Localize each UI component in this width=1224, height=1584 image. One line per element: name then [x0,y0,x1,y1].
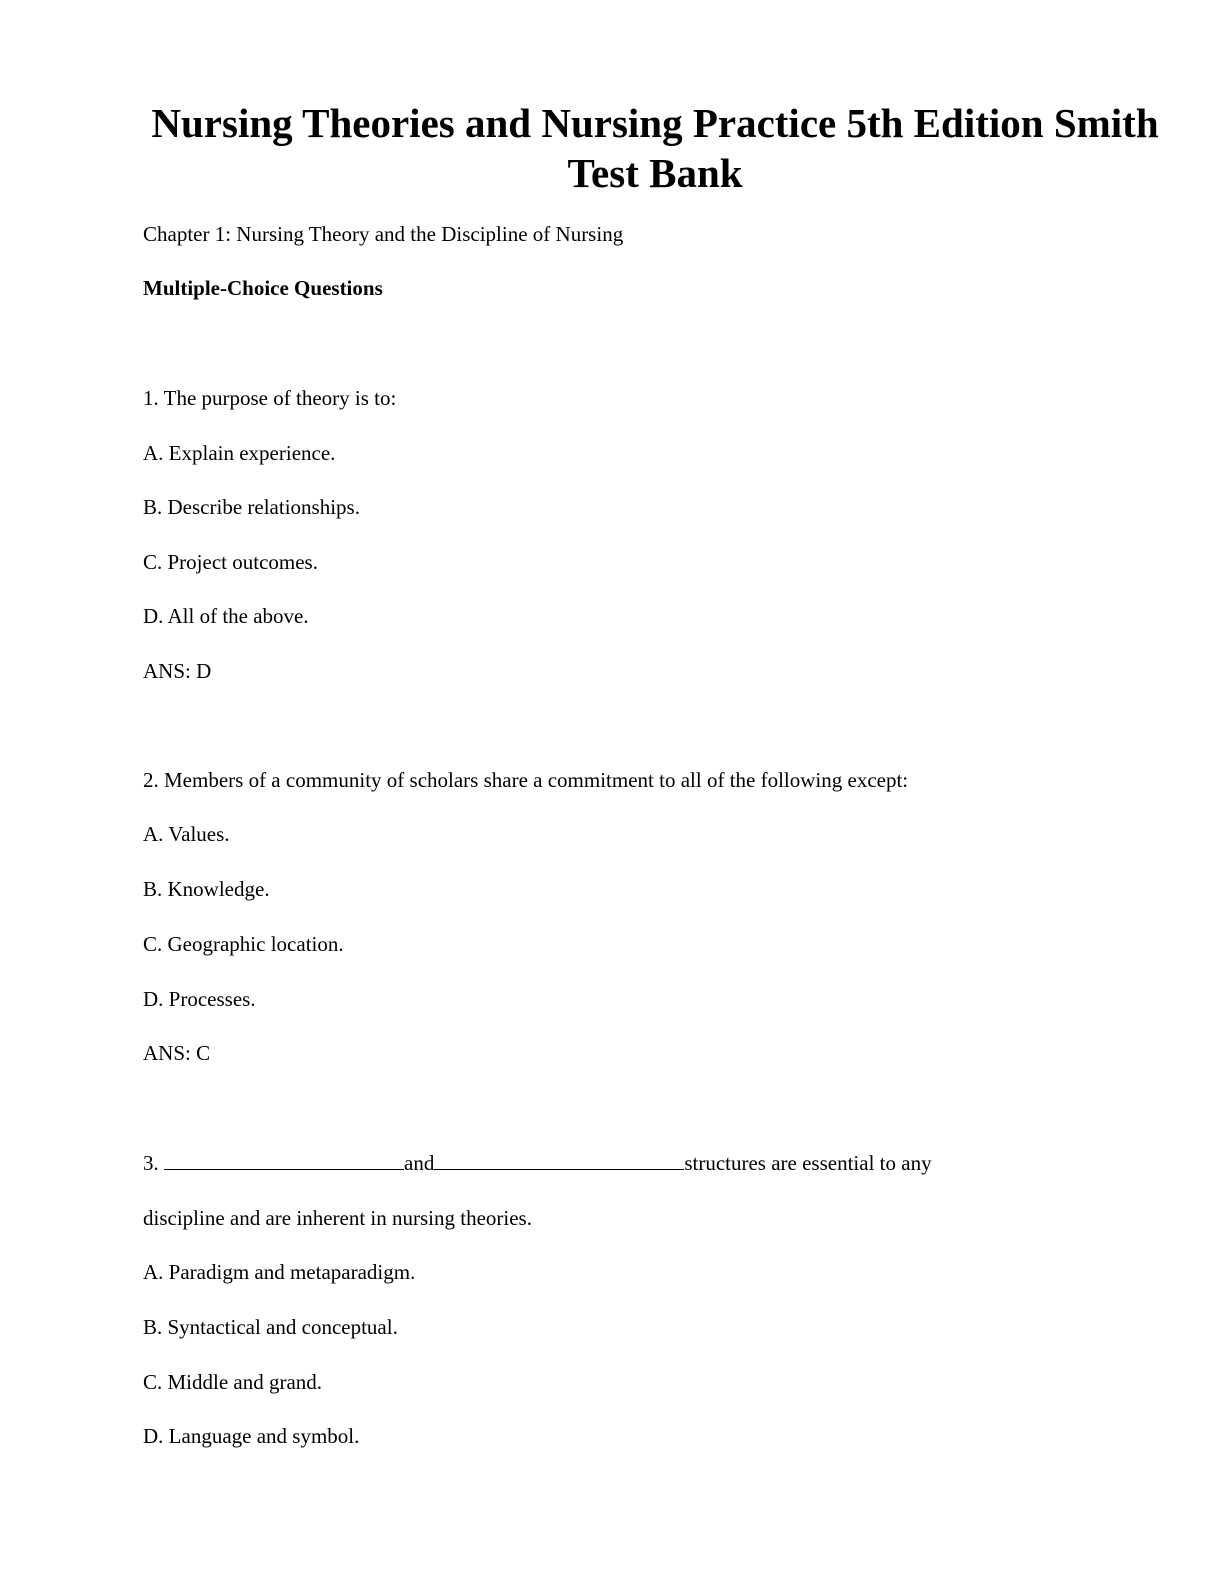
document-title [100,98,1210,198]
question-1-option-d: D. All of the above. [143,604,309,628]
question-1-option-a: A. Explain experience. [143,441,336,465]
question-2-answer: ANS: C [143,1041,211,1065]
question-3-stem [143,1150,932,1176]
question-2-option-b: B. Knowledge. [143,877,270,901]
fill-in-blank-1 [164,1151,404,1170]
section-heading: Multiple-Choice Questions [143,276,383,300]
question-3-stem-continued: discipline and are inherent in nursing theories. [143,1206,532,1230]
question-3-option-b: B. Syntactical and conceptual. [143,1315,398,1339]
question-2-stem: 2. Members of a community of scholars share a commitment to all of the following except: [143,768,909,792]
question-3-conjunction: and [404,1151,435,1175]
question-1-option-b: B. Describe relationships. [143,495,360,519]
title-line-2: Test Bank [567,150,743,196]
question-3-stem-end: structures are essential to any [684,1151,932,1175]
question-2-option-a: A. Values. [143,822,230,846]
question-3-option-a: A. Paradigm and metaparadigm. [143,1260,416,1284]
question-1-answer: ANS: D [143,659,212,683]
question-3-option-d: D. Language and symbol. [143,1424,360,1448]
question-1-option-c: C. Project outcomes. [143,550,318,574]
question-2-option-d: D. Processes. [143,987,256,1011]
fill-in-blank-2 [434,1151,684,1170]
question-3-option-c: C. Middle and grand. [143,1370,323,1394]
title-line-1: Nursing Theories and Nursing Practice 5th Edition Smith [151,100,1159,146]
question-2-option-c: C. Geographic location. [143,932,344,956]
question-1-stem: 1. The purpose of theory is to: [143,386,397,410]
chapter-heading: Chapter 1: Nursing Theory and the Discipline of Nursing [143,222,624,246]
question-3-number: 3. [143,1151,159,1175]
